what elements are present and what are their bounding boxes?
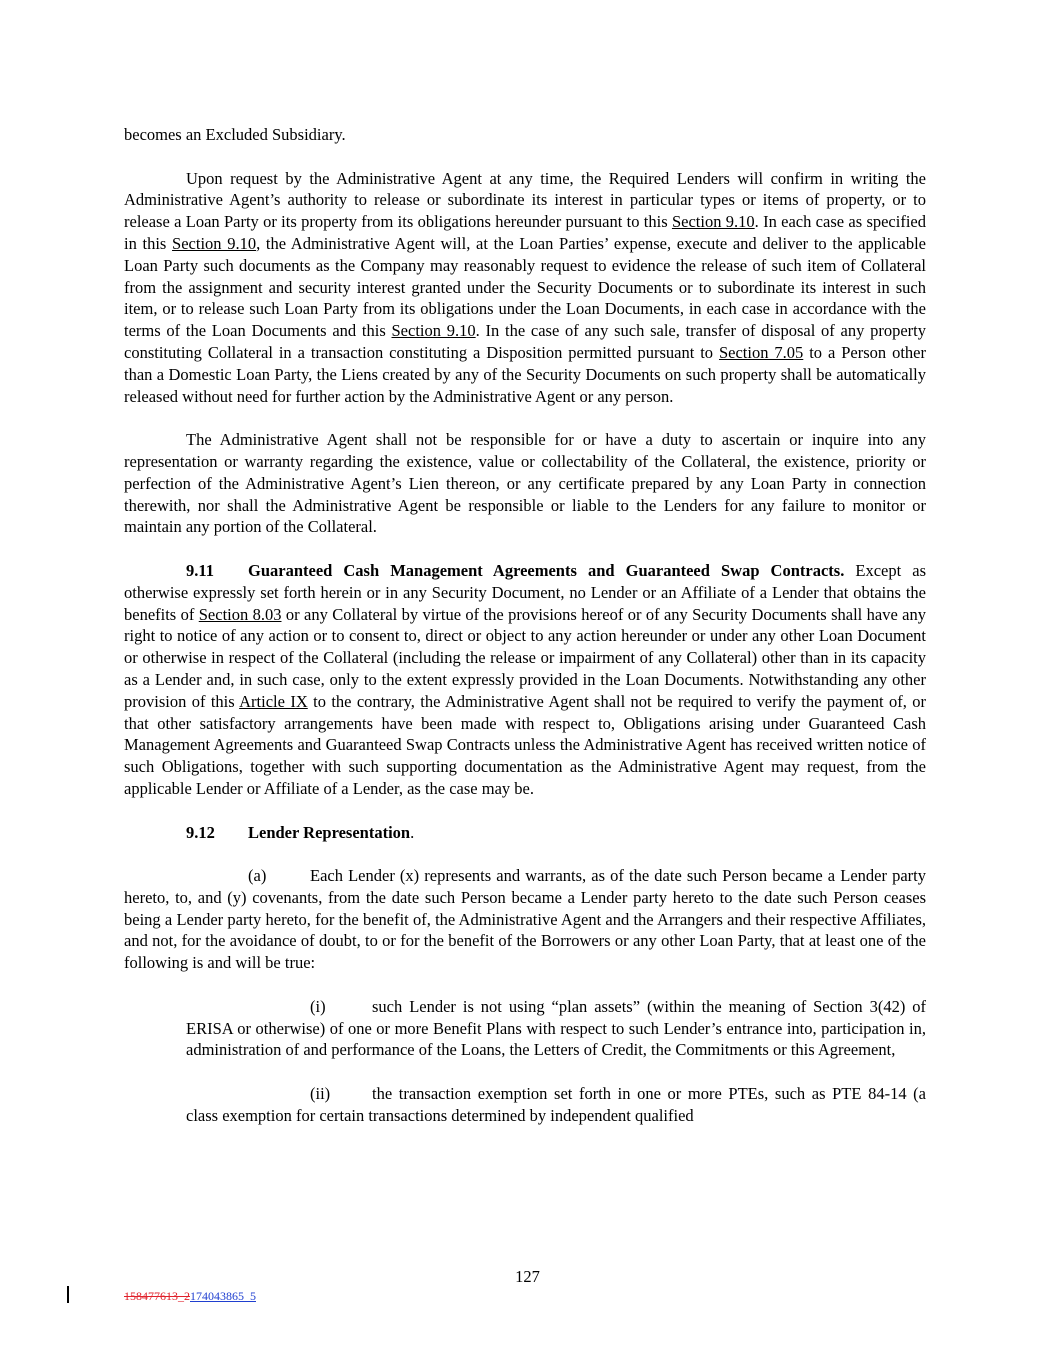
- clause-label: (i): [310, 996, 326, 1016]
- section-ref-link: Section 9.10: [391, 321, 476, 341]
- document-id: [124, 1289, 256, 1304]
- section-title: Guaranteed Cash Management Agreements and Guaranteed Swap Contracts.: [248, 560, 845, 580]
- article-ref-link: Article IX: [239, 691, 308, 711]
- paragraph-release-request: Upon request by the Administrative Agent at any time, the Required Lenders will confirm in writing the Administrative Agent’s authority to release or subordinate its interest in particular types or items of property, or to release a Loan Party or its property from its obligations hereunder pursuant to this Section 9.10. In each case as specified in this Section 9.10, the Administrative Agent will, at the Loan Parties’ expense, execute and deliver to the applicable Loan Party such documents as the Company may reasonably request to evidence the release of such item of Collateral from the assignment and security interest granted under the Security Documents or to subordinate its interest in such item, or to release such Loan Party from its obligations under the Loan Documents, in each case in accordance with the terms of the Loan Documents and this Section 9.10. In the case of any such sale, transfer of disposal of any property constituting Collateral in a transaction constituting a Disposition permitted pursuant to Section 7.05 to a Person other than a Domestic Loan Party, the Liens created by any of the Security Documents on such property shall be automatically released without need for further action by the Administrative Agent or any person.: [124, 168, 926, 406]
- clause-label: (a): [248, 866, 267, 886]
- section-number: 9.12: [186, 822, 215, 842]
- document-body: [124, 124, 926, 1127]
- clause-i: (i) such Lender is not using “plan assets” (within the meaning of Section 3(42) of ERISA or otherwise) of one or more Benefit Plans with respect to such Lender’s entrance into, participation in, administration of and performance of the Loans, the Letters of Credit, the Commitments or this Agreement,: [186, 996, 926, 1060]
- section-title: Lender Representation: [248, 822, 411, 842]
- section-ref-link: Section 7.05: [718, 342, 804, 362]
- clause-a: (a) Each Lender (x) represents and warrants, as of the date such Person became a Lender party hereto, to, and (y) covenants, from the date such Person became a Lender party hereto to the date such Person ceases being a Lender party hereto, for the benefit of, the Administrative Agent and the Arrangers and their respective Affiliates, and not, for the avoidance of doubt, to or for the benefit of the Borrowers or any other Loan Party, that at least one of the following is and will be true:: [124, 866, 926, 973]
- section-9-12-heading: 9.12 Lender Representation.: [186, 822, 415, 842]
- page-number: 127: [515, 1267, 540, 1286]
- paragraph-agent-responsibility: The Administrative Agent shall not be responsible for or have a duty to ascertain or inquire into any representation or warranty regarding the existence, value or collectability of the Collateral, the existence, priority or perfection of the Administrative Agent’s Lien thereon, or any certificate prepared by any Loan Party in connection therewith, nor shall the Administrative Agent be responsible or liable to the Lenders for any failure to monitor or maintain any portion of the Collateral.: [124, 430, 926, 537]
- clause-ii: (ii) the transaction exemption set forth in one or more PTEs, such as PTE 84-14 (a class exemption for certain transactions determined by independent qualified: [186, 1084, 926, 1125]
- section-ref-link: Section 9.10: [172, 233, 257, 253]
- section-9-11: 9.11 Guaranteed Cash Management Agreements and Guaranteed Swap Contracts. Except as otherwise expressly set forth herein or in any Security Document, no Lender or an Affiliate of a Lender that obtains the benefits of Section 8.03 or any Collateral by virtue of the provisions hereof or of any Security Documents shall have any right to notice of any action or to consent to, direct or object to any action hereunder or under any other Loan Document or otherwise in respect of the Collateral (including the release or impairment of any Collateral) other than in its capacity as a Lender and, in such case, only to the extent expressly provided in the Loan Documents. Notwithstanding any other provision of this Article IX to the contrary, the Administrative Agent shall not be required to verify the payment of, or that other satisfactory arrangements have been made with respect to, Obligations arising under Guaranteed Cash Management Agreements and Guaranteed Swap Contracts unless the Administrative Agent has received written notice of such Obligations, together with such supporting documentation as the Administrative Agent may request, from the applicable Lender or Affiliate of a Lender, as the case may be.: [124, 560, 927, 798]
- paragraph-continuation: becomes an Excluded Subsidiary.: [124, 125, 346, 144]
- docid-inserted: 174043865_5: [190, 1289, 256, 1303]
- clause-label: (ii): [310, 1084, 331, 1104]
- change-bar: [67, 1286, 69, 1303]
- docid-deleted: 158477613_2: [124, 1289, 190, 1303]
- section-ref-link: Section 9.10: [671, 212, 755, 232]
- section-ref-link: Section 8.03: [198, 604, 282, 624]
- section-number: 9.11: [186, 560, 214, 580]
